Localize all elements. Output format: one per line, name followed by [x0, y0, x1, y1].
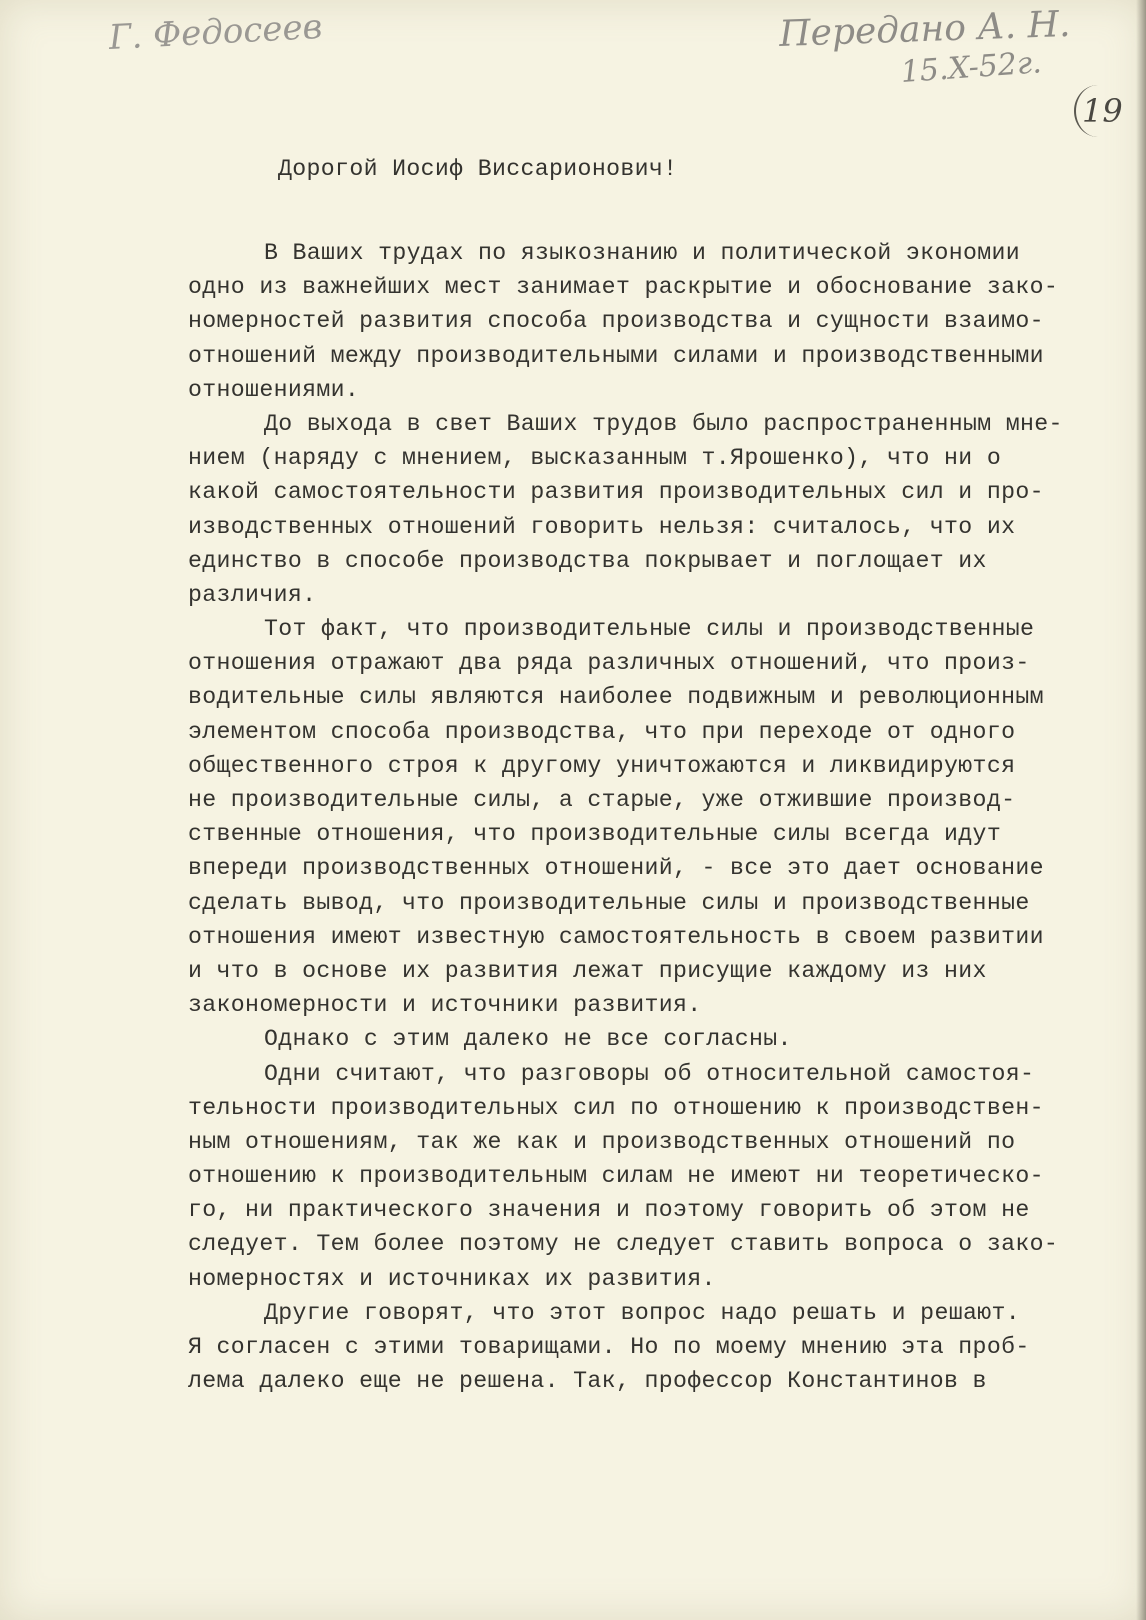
letter-line: закономерности и источники развития.	[188, 992, 702, 1019]
letter-line: Я согласен с этими товарищами. Но по моему мнению эта проб-	[188, 1334, 1030, 1360]
letter-line: го, ни практического значения и поэтому говорить об этом не	[188, 1197, 1030, 1224]
letter-body	[188, 236, 1118, 1398]
letter-line: тельности производительных сил по отношению к производствен-	[188, 1094, 1044, 1121]
letter-line: впереди производственных отношений, - все это дает основание	[188, 855, 1044, 882]
letter-line: Другие говорят, что этот вопрос надо решать и решают.	[264, 1299, 1021, 1326]
letter-line: Одни считают, что разговоры об относительной самостоя-	[264, 1060, 1035, 1087]
letter-line: следует. Тем более поэтому не следует ставить вопроса о зако-	[188, 1231, 1059, 1258]
letter-line: лема далеко еще не решена. Так, профессор Константинов в	[188, 1368, 987, 1395]
handwritten-note-top-left: Г. Федосеев	[107, 6, 324, 58]
letter-line: номерностях и источниках их развития.	[188, 1265, 716, 1292]
handwritten-note-date: 15.X-52г.	[899, 45, 1043, 90]
letter-line: какой самостоятельности развития производительных сил и про-	[188, 479, 1044, 506]
letter-line: В Ваших трудах по языкознанию и политической экономии	[264, 240, 1021, 266]
letter-line: не производительные силы, а старые, уже отжившие производ-	[188, 787, 1016, 813]
handwritten-page-number: 19	[1074, 85, 1122, 137]
letter-line: отношения отражают два ряда различных отношений, что произ-	[188, 650, 1030, 677]
letter-line: общественного строя к другому уничтожаются и ликвидируются	[188, 752, 1016, 779]
letter-line: единство в способе производства покрывает и поглощает их	[188, 547, 987, 574]
page-edge-shadow	[1136, 0, 1146, 1620]
letter-line: Однако с этим далеко не все согласны.	[264, 1026, 792, 1053]
letter-line: отношения имеют известную самостоятельность в своем развитии	[188, 923, 1044, 950]
letter-line: сделать вывод, что производительные силы и производственные	[188, 889, 1030, 916]
letter-line: элементом способа производства, что при переходе от одного	[188, 718, 1016, 745]
letter-line: нием (наряду с мнением, высказанным т.Ярошенко), что ни о	[188, 445, 1002, 472]
letter-line: ным отношениям, так же как и производственных отношений по	[188, 1128, 1016, 1155]
letter-line: водительные силы являются наиболее подвижным и революционным	[188, 684, 1044, 711]
letter-line: отношениями.	[188, 376, 360, 403]
handwritten-note-transfer: Передано А. Н.	[778, 3, 1071, 55]
letter-line: Тот факт, что производительные силы и производственные	[264, 616, 1035, 643]
letter-line: изводственных отношений говорить нельзя: считалось, что их	[188, 513, 1016, 540]
letter-line: До выхода в свет Ваших трудов было распространенным мне-	[264, 410, 1063, 437]
letter-line: отношению к производительным силам не имеют ни теоретическо-	[188, 1163, 1044, 1190]
letter-line: номерностей развития способа производства и сущности взаимо-	[188, 308, 1044, 335]
letter-line: и что в основе их развития лежат присущие каждому из них	[188, 957, 987, 984]
letter-line: ственные отношения, что производительные силы всегда идут	[188, 821, 1002, 848]
letter-salutation: Дорогой Иосиф Виссарионович!	[278, 156, 678, 182]
letter-line: отношений между производительными силами и производственными	[188, 342, 1044, 369]
letter-line: различия.	[188, 581, 317, 608]
letter-line: одно из важнейших мест занимает раскрытие и обоснование зако-	[188, 274, 1059, 301]
